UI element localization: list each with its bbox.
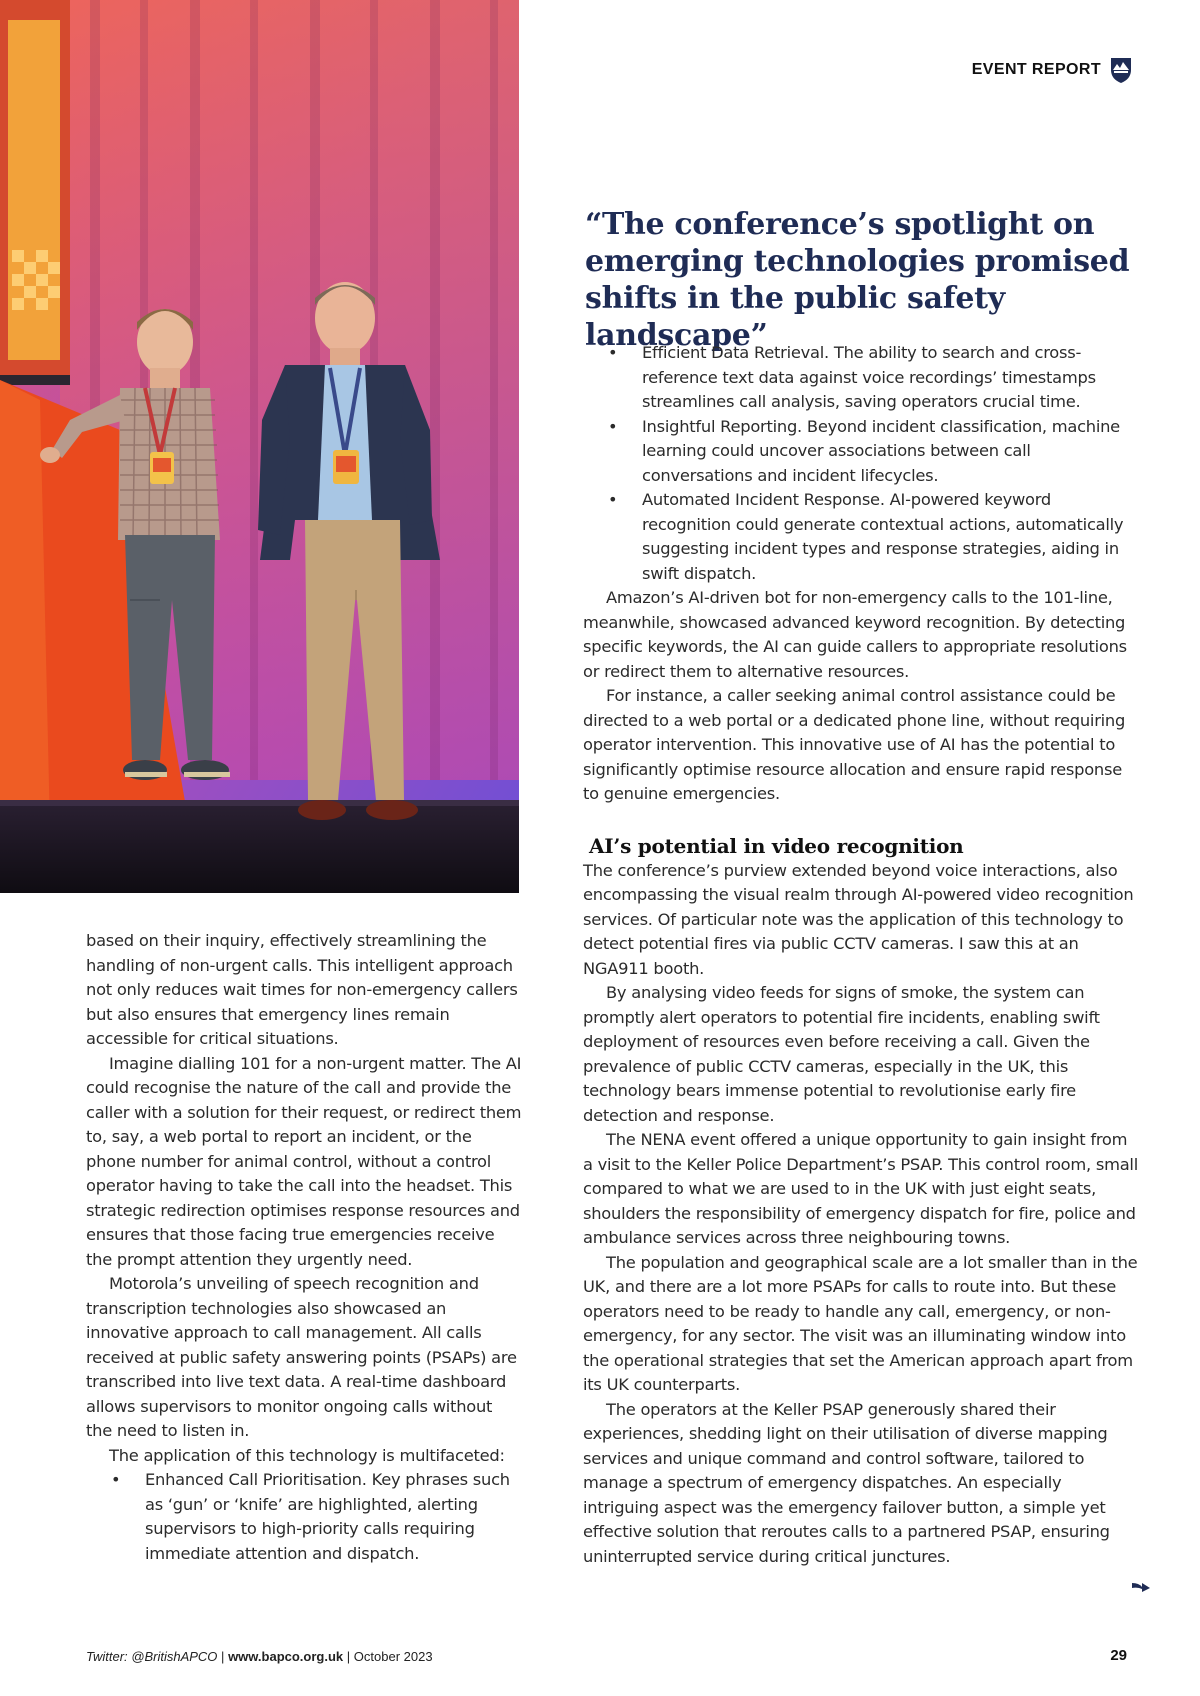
body-paragraph: based on their inquiry, effectively streamlining the handling of non-urgent calls. This intelligent approach not only reduces wait times for non-emergency callers but also ensures that emergency lines remain accessible for critical situations. [86,931,518,1048]
list-item: • Insightful Reporting. Beyond incident classification, machine learning could uncover associations between call conversations and incident lifecycles. [583,415,1139,489]
pull-quote: “The conference’s spotlight on emerging technologies promised shifts in the public safety landscape” [585,207,1130,353]
body-paragraph: By analysing video feeds for signs of smoke, the system can promptly alert operators to potential fire incidents, enabling swift deployment of resources even before receiving a call. Given the prevalence of public CCTV cameras, especially in the UK, this technology bears immense potential to revolutionise early fire detection and response. [583,983,1100,1125]
body-paragraph: The NENA event offered a unique opportunity to gain insight from a visit to the Keller Police Department’s PSAP. This control room, small compared to what we are used to in the UK with just eight seats, shoulders the responsibility of emergency dispatch for fire, police and ambulance services across three neighbouring towns. [583,1130,1138,1247]
footer-twitter: Twitter: @BritishAPCO [86,1649,218,1664]
continue-arrow-icon [1131,1579,1151,1593]
page-footer [86,1649,433,1664]
page-header [972,56,1133,84]
right-bullet-list [583,341,1139,586]
body-paragraph: The application of this technology is multifaceted: [109,1445,505,1465]
footer-website: www.bapco.org.uk [228,1649,344,1664]
footer-separator: | [346,1649,351,1664]
left-column [86,929,522,1566]
body-paragraph: The population and geographical scale are a lot smaller than in the UK, and there are a lot more PSAPs for calls to route into. But these operators need to be ready to handle any call, emergency, or non-emergency, for any sector. The visit was an illuminating window into the operational strategies that set the American approach apart from its UK counterparts. [583,1252,1138,1394]
section-heading: AI’s potential in video recognition [589,833,964,858]
left-bullet-list [86,1468,522,1566]
body-paragraph: Amazon’s AI-driven bot for non-emergency calls to the 101-line, meanwhile, showcased advanced keyword recognition. By detecting specific keywords, the AI can guide callers to appropriate resolutions or redirect them to alternative resources. [583,588,1127,681]
footer-date: October 2023 [353,1649,433,1664]
section-label: EVENT REPORT [971,61,1101,78]
footer-separator: | [221,1649,225,1664]
body-paragraph: The operators at the Keller PSAP generously shared their experiences, shedding light on their utilisation of diverse mapping services and unique command and control software, tailored to manage a spectrum of emergency dispatches. An especially intriguing aspect was the emergency failover button, a simple yet effective solution that reroutes calls to a partnered PSAP, ensuring uninterrupted service during critical junctures. [583,1399,1110,1566]
list-item: • Efficient Data Retrieval. The ability to search and cross-reference text data against voice recordings’ timestamps streamlines call analysis, saving operators crucial time. [583,341,1139,415]
body-paragraph: Motorola’s unveiling of speech recognition and transcription technologies also showcased an innovative approach to call management. All calls received at public safety answering points (PSAPs) are transcribed into live text data. A real-time dashboard allows supervisors to monitor ongoing calls without the need to listen in. [86,1274,517,1440]
page-number: 29 [1110,1647,1127,1664]
right-column [583,341,1139,1569]
bapco-crest-icon [1109,56,1133,84]
body-paragraph: For instance, a caller seeking animal control assistance could be directed to a web portal or a dedicated phone line, without requiring operator intervention. This innovative use of AI has the potential to significantly optimise resource allocation and ensure rapid response to genuine emergencies. [583,686,1126,803]
body-paragraph: The conference’s purview extended beyond voice interactions, also encompassing the visual realm through AI-powered video recognition services. Of particular note was the application of this technology to detect potential fires via public CCTV cameras. I saw this at an NGA911 booth. [583,860,1134,978]
list-item: • Automated Incident Response. AI-powered keyword recognition could generate contextual actions, automatically suggesting incident types and response strategies, aiding in swift dispatch. [583,488,1139,586]
list-item: • Enhanced Call Prioritisation. Key phrases such as ‘gun’ or ‘knife’ are highlighted, alerting supervisors to high-priority calls requiring immediate attention and dispatch. [86,1468,522,1566]
body-paragraph: Imagine dialling 101 for a non-urgent matter. The AI could recognise the nature of the call and provide the caller with a solution for their request, or redirect them to, say, a web portal to report an incident, or the phone number for animal control, without a control operator having to take the call into the headset. This strategic redirection optimises response resources and ensures that those facing true emergencies receive the prompt attention they urgently need. [86,1053,522,1269]
conference-photo [0,0,519,893]
